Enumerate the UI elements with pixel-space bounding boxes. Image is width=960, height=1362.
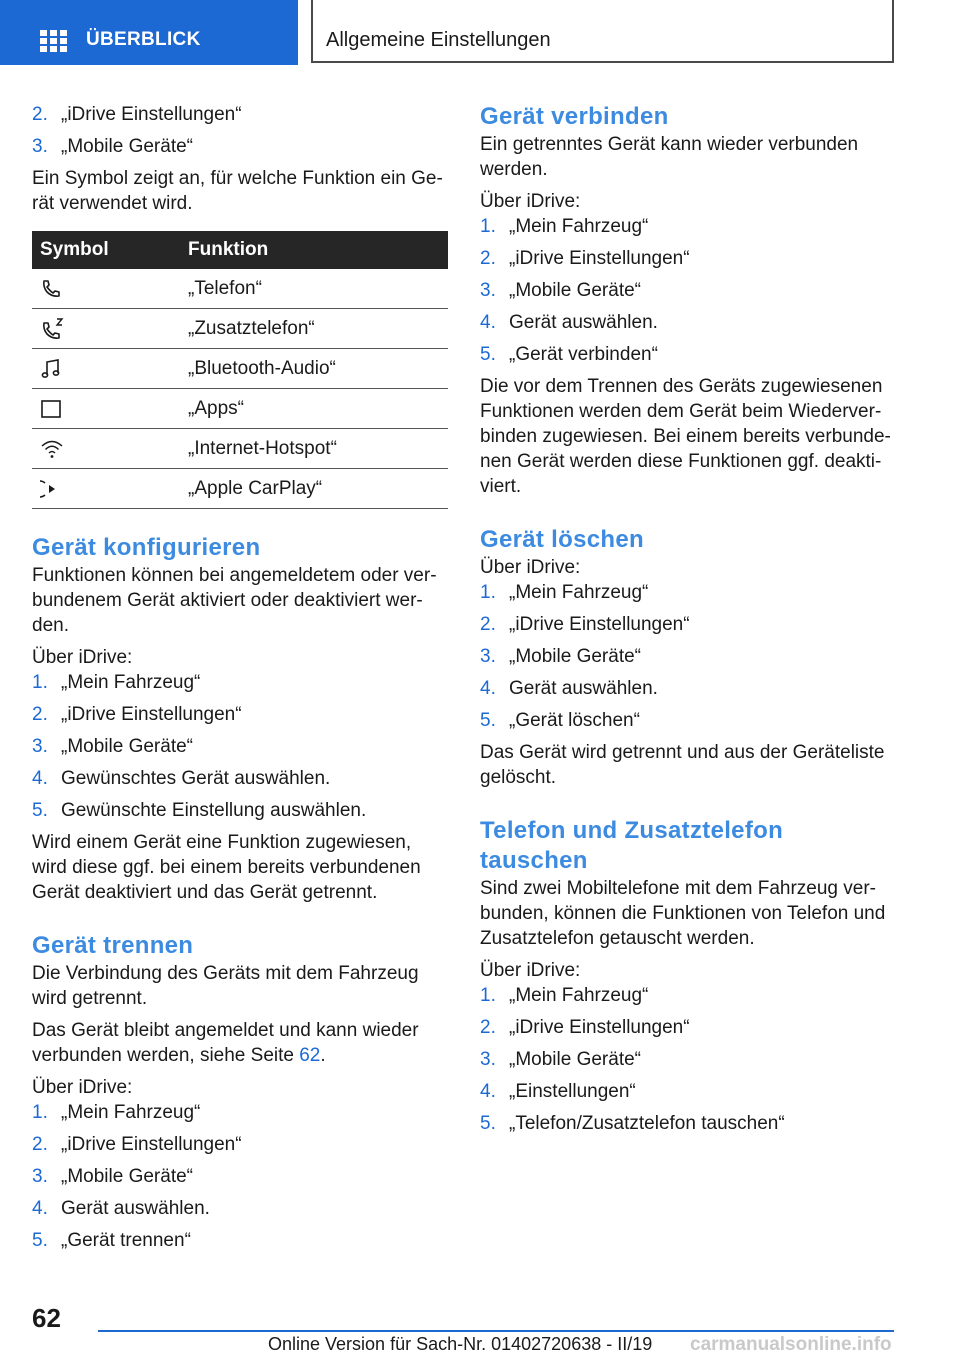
step-number: 5. — [32, 1230, 48, 1251]
step-text: „Gerät löschen“ — [509, 710, 640, 731]
heading-delete: Gerät löschen — [480, 526, 644, 553]
list-item — [480, 1015, 896, 1040]
list-item — [480, 708, 896, 733]
music-note-icon — [40, 358, 62, 380]
list-item — [480, 1047, 896, 1072]
step-text: „iDrive Einstellungen“ — [509, 1017, 690, 1038]
table-row — [32, 309, 448, 349]
step-text: „iDrive Einstellungen“ — [61, 1134, 242, 1155]
apps-icon — [40, 398, 62, 420]
page-reference-link[interactable]: 62 — [299, 1045, 321, 1066]
carplay-icon — [40, 478, 62, 500]
list-item — [32, 734, 448, 759]
list-item — [32, 702, 448, 727]
step-text: Gewünschtes Gerät auswählen. — [61, 768, 331, 789]
list-item — [480, 342, 896, 367]
intro-steps — [32, 102, 448, 159]
list-item — [32, 134, 448, 159]
table-cell-function: „Apps“ — [188, 389, 448, 429]
list-item — [32, 1228, 448, 1253]
step-number: 1. — [480, 216, 496, 237]
list-item — [32, 1132, 448, 1157]
step-text: Gerät auswählen. — [509, 312, 658, 333]
step-number: 4. — [32, 768, 48, 789]
step-text: „iDrive Einstellungen“ — [61, 704, 242, 725]
list-item — [480, 310, 896, 335]
disconnect-via: Über iDrive: — [32, 1077, 133, 1098]
step-number: 1. — [480, 985, 496, 1006]
step-number: 4. — [480, 678, 496, 699]
table-header-function: Funktion — [188, 231, 448, 269]
list-item — [32, 766, 448, 791]
disconnect-text-2 — [32, 1018, 448, 1068]
list-item — [32, 798, 448, 823]
step-number: 2. — [32, 104, 48, 125]
footer-text: Online Version für Sach-Nr. 01402720638 - II/19 — [268, 1334, 653, 1354]
footer-divider — [98, 1330, 894, 1332]
step-text: „Mobile Geräte“ — [509, 280, 641, 301]
connect-via: Über iDrive: — [480, 191, 581, 212]
step-number: 2. — [480, 1017, 496, 1038]
watermark-logo: carmanualsonline.info — [690, 1334, 892, 1355]
step-number: 2. — [480, 614, 496, 635]
configure-steps — [32, 670, 448, 823]
step-text: „Gerät trennen“ — [61, 1230, 191, 1251]
step-number: 1. — [480, 582, 496, 603]
list-item — [480, 246, 896, 271]
step-text: „Mein Fahrzeug“ — [61, 1102, 201, 1123]
list-item — [32, 1196, 448, 1221]
step-number: 2. — [32, 704, 48, 725]
step-text: „iDrive Einstellungen“ — [509, 614, 690, 635]
connect-steps — [480, 214, 896, 367]
delete-note: Das Gerät wird getrennt und aus der Geräteliste gelöscht. — [480, 742, 885, 788]
delete-steps — [480, 580, 896, 733]
step-text: „Einstellungen“ — [509, 1081, 636, 1102]
disconnect-steps — [32, 1100, 448, 1253]
step-text: Gewünschte Einstellung auswählen. — [61, 800, 367, 821]
swap-steps — [480, 983, 896, 1136]
list-item — [32, 1100, 448, 1125]
list-item — [32, 670, 448, 695]
table-header-symbol: Symbol — [32, 231, 188, 269]
step-text: „Mobile Geräte“ — [509, 1049, 641, 1070]
phone-icon — [40, 278, 62, 300]
step-text: „Gerät verbinden“ — [509, 344, 658, 365]
step-text: „Mobile Geräte“ — [61, 1166, 193, 1187]
step-number: 4. — [480, 312, 496, 333]
step-text: „Mobile Geräte“ — [509, 646, 641, 667]
step-text: Gerät auswählen. — [61, 1198, 210, 1219]
step-number: 3. — [480, 1049, 496, 1070]
step-number: 5. — [480, 1113, 496, 1134]
step-number: 4. — [32, 1198, 48, 1219]
table-cell-function: „Internet-Hotspot“ — [188, 429, 448, 469]
table-cell-function: „Telefon“ — [188, 269, 448, 309]
symbol-table — [32, 231, 448, 509]
swap-text: Sind zwei Mobiltelefone mit dem Fahrzeug ver‐bunden, können die Funktionen von Telefon und Zusatztelefon getauscht werden. — [480, 878, 886, 949]
list-item — [480, 278, 896, 303]
list-item — [480, 644, 896, 669]
connect-note: Die vor dem Trennen des Geräts zugewiesenen Funktionen werden dem Gerät beim Wiederver‐binden zugewiesen. Bei einem bereits verbunde‐nen Gerät werden diese Funktionen ggf. deakti‐viert. — [480, 376, 891, 497]
step-text: „Mein Fahrzeug“ — [509, 985, 649, 1006]
disconnect-text-2-body: Das Gerät bleibt angemeldet und kann wieder verbunden werden, siehe Seite — [32, 1020, 419, 1066]
table-row — [32, 389, 448, 429]
step-number: 5. — [480, 344, 496, 365]
step-number: 3. — [480, 280, 496, 301]
table-row — [32, 429, 448, 469]
table-row — [32, 469, 448, 509]
step-number: 3. — [480, 646, 496, 667]
step-text: „Mein Fahrzeug“ — [61, 672, 201, 693]
list-item — [32, 102, 448, 127]
step-text: „Mein Fahrzeug“ — [509, 216, 649, 237]
list-item — [480, 676, 896, 701]
heading-connect: Gerät verbinden — [480, 103, 669, 130]
heading-swap: Telefon und Zusatztelefon tauschen — [480, 817, 784, 874]
step-number: 1. — [32, 672, 48, 693]
grid-menu-icon — [40, 30, 67, 52]
list-item — [480, 580, 896, 605]
list-item — [480, 983, 896, 1008]
step-text: Gerät auswählen. — [509, 678, 658, 699]
step-text: „iDrive Einstellungen“ — [509, 248, 690, 269]
step-number: 2. — [32, 1134, 48, 1155]
table-cell-function: „Bluetooth-Audio“ — [188, 349, 448, 389]
list-item — [480, 1111, 896, 1136]
step-number: 3. — [32, 1166, 48, 1187]
list-item — [480, 1079, 896, 1104]
table-cell-function: „Apple CarPlay“ — [188, 469, 448, 509]
connect-text: Ein getrenntes Gerät kann wieder verbunden werden. — [480, 134, 859, 180]
step-text: „iDrive Einstellungen“ — [61, 104, 242, 125]
disconnect-text-2-end: . — [320, 1045, 326, 1066]
page-title: Allgemeine Einstellungen — [326, 29, 551, 51]
table-row — [32, 269, 448, 309]
step-text: „Mein Fahrzeug“ — [509, 582, 649, 603]
step-text: „Mobile Geräte“ — [61, 136, 193, 157]
table-cell-function: „Zusatztelefon“ — [188, 309, 448, 349]
step-number: 5. — [32, 800, 48, 821]
delete-via: Über iDrive: — [480, 557, 581, 578]
list-item — [480, 612, 896, 637]
step-number: 4. — [480, 1081, 496, 1102]
configure-text: Funktionen können bei angemeldetem oder ver‐bundenem Gerät aktiviert oder deaktiviert wer‐den. — [32, 565, 437, 636]
additional-phone-icon — [40, 318, 64, 340]
step-number: 2. — [480, 248, 496, 269]
disconnect-text: Die Verbindung des Geräts mit dem Fahrzeug wird getrennt. — [32, 963, 419, 1009]
overview-tab[interactable] — [0, 0, 298, 65]
wifi-hotspot-icon — [40, 438, 64, 460]
table-header-row — [32, 231, 448, 269]
step-number: 5. — [480, 710, 496, 731]
left-column — [32, 102, 448, 1260]
configure-via: Über iDrive: — [32, 647, 133, 668]
heading-configure: Gerät konfigurieren — [32, 534, 261, 561]
step-number: 1. — [32, 1102, 48, 1123]
step-number: 3. — [32, 736, 48, 757]
list-item — [32, 1164, 448, 1189]
intro-text: Ein Symbol zeigt an, für welche Funktion ein Ge‐rät verwendet wird. — [32, 168, 443, 214]
table-row — [32, 349, 448, 389]
heading-disconnect: Gerät trennen — [32, 932, 194, 959]
page-number: 62 — [32, 1303, 61, 1333]
step-number: 3. — [32, 136, 48, 157]
right-column — [480, 102, 896, 1143]
step-text: „Telefon/Zusatztelefon tauschen“ — [509, 1113, 785, 1134]
swap-via: Über iDrive: — [480, 960, 581, 981]
configure-note: Wird einem Gerät eine Funktion zugewiesen, wird diese ggf. bei einem bereits verbundenen Gerät deaktiviert und das Gerät getrennt. — [32, 832, 421, 903]
list-item — [480, 214, 896, 239]
overview-tab-label: ÜBERBLICK — [86, 29, 201, 50]
step-text: „Mobile Geräte“ — [61, 736, 193, 757]
